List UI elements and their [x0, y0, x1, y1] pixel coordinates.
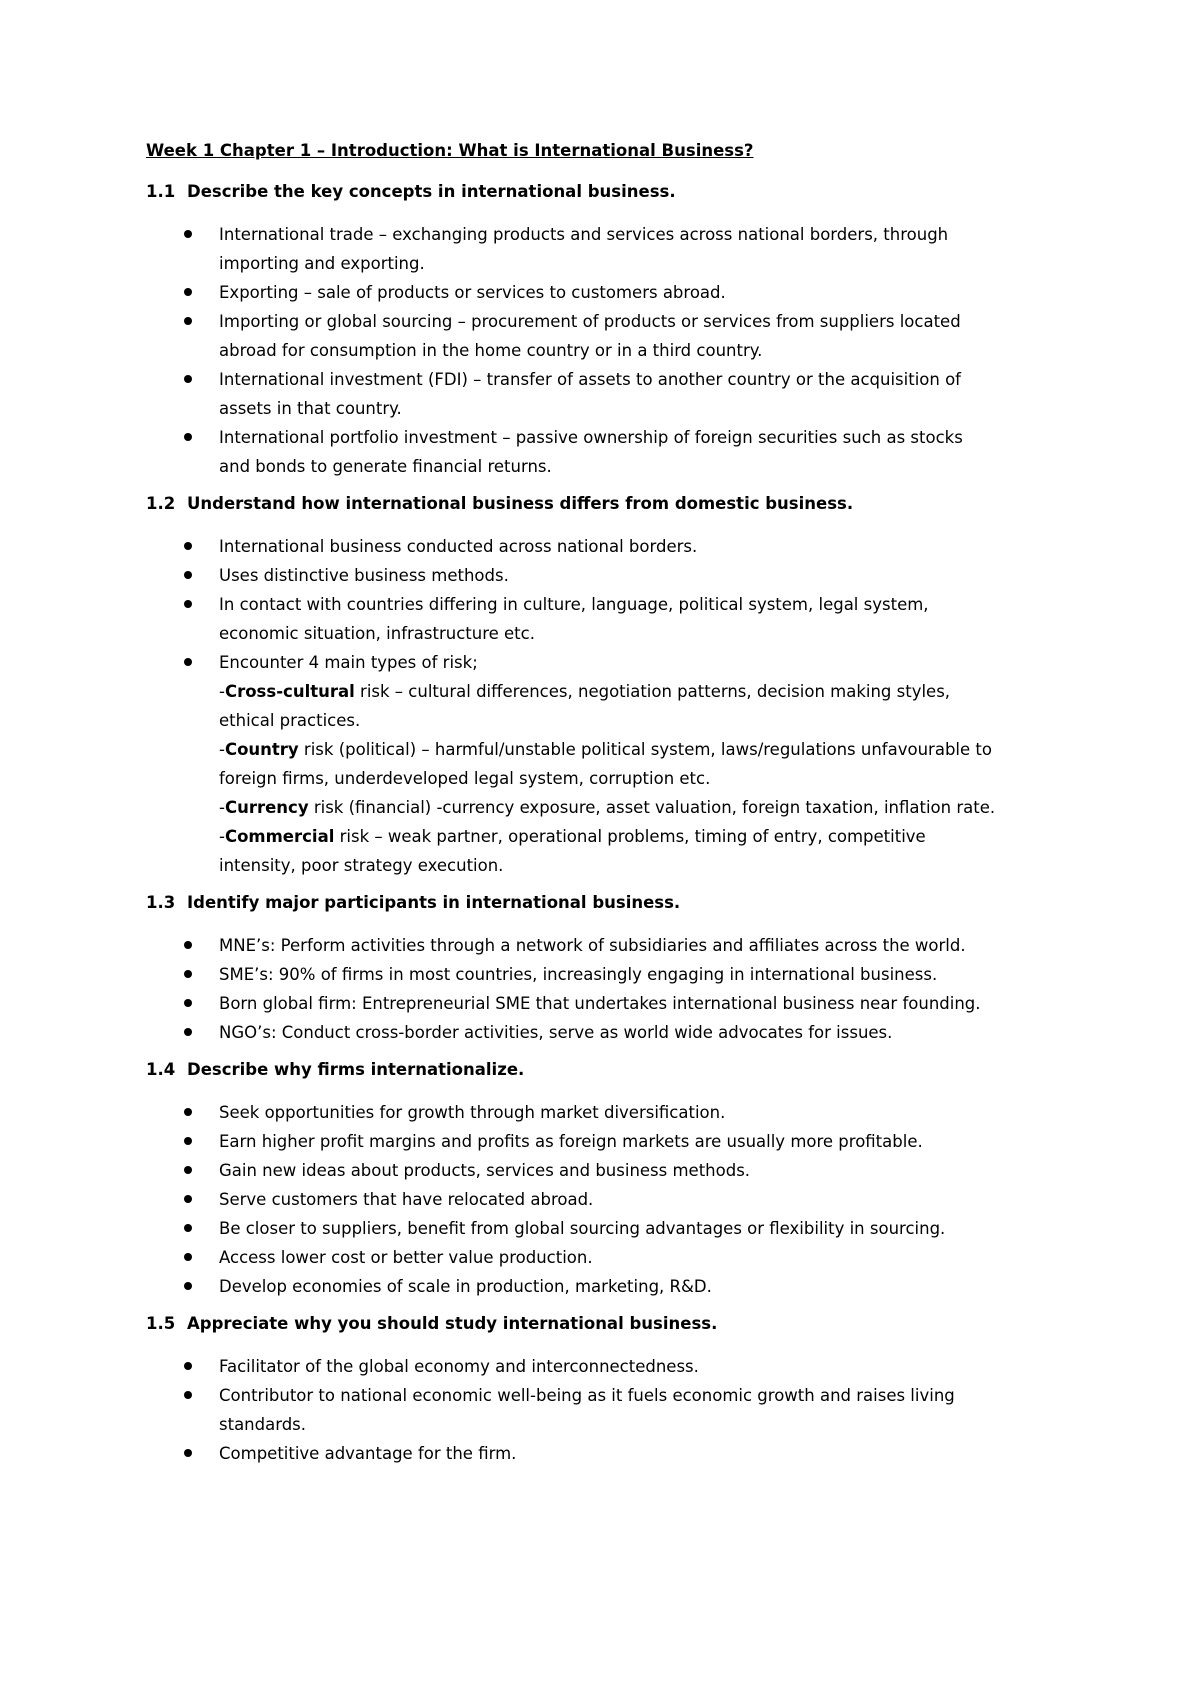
list-item [146, 1098, 1066, 1127]
list-item-line: Encounter 4 main types of risk; [219, 653, 478, 672]
list-item [146, 307, 1066, 365]
list-item-line: Develop economies of scale in production, marketing, R&D. [219, 1277, 712, 1296]
risk-text: risk (political) – harmful/unstable political system, laws/regulations unfavourable to [298, 740, 992, 759]
bullet-list [146, 1352, 1066, 1468]
document-title: Week 1 Chapter 1 – Introduction: What is International Business? [146, 141, 754, 160]
risk-text: risk (financial) -currency exposure, asset valuation, foreign taxation, inflation rate. [308, 798, 996, 817]
risk-type: Cross-cultural [224, 682, 355, 701]
risk-text: risk – weak partner, operational problems, timing of entry, competitive [334, 827, 926, 846]
list-item-line: In contact with countries differing in culture, language, political system, legal system, [219, 595, 929, 614]
section-heading-text: Understand how international business differs from domestic business. [187, 494, 854, 513]
list-item [146, 1272, 1066, 1301]
section-heading [146, 1313, 1066, 1335]
list-item-line: Importing or global sourcing – procurement of products or services from suppliers located [219, 312, 961, 331]
list-item [146, 590, 1066, 648]
list-item-line: Gain new ideas about products, services and business methods. [219, 1161, 751, 1180]
risk-line [219, 793, 1066, 822]
list-item [146, 1127, 1066, 1156]
section-heading [146, 493, 1066, 515]
list-item-line: Be closer to suppliers, benefit from global sourcing advantages or flexibility in sourcing. [219, 1219, 946, 1238]
risk-prefix: - [219, 740, 225, 759]
risk-text: intensity, poor strategy execution. [219, 856, 504, 875]
risk-text: foreign firms, underdeveloped legal system, corruption etc. [219, 769, 711, 788]
list-item [146, 561, 1066, 590]
list-item-line: Exporting – sale of products or services to customers abroad. [219, 283, 726, 302]
bullet-icon [184, 317, 192, 325]
list-item [146, 960, 1066, 989]
list-item [146, 931, 1066, 960]
bullet-icon [184, 1449, 192, 1457]
risk-line [219, 735, 1066, 764]
list-item-line: NGO’s: Conduct cross-border activities, serve as world wide advocates for issues. [219, 1023, 893, 1042]
section-number: 1.2 [146, 494, 176, 513]
bullet-icon [184, 658, 192, 666]
bullet-list [146, 931, 1066, 1047]
list-item-line: MNE’s: Perform activities through a network of subsidiaries and affiliates across the world. [219, 936, 966, 955]
list-item [146, 1214, 1066, 1243]
list-item [146, 423, 1066, 481]
bullet-icon [184, 1391, 192, 1399]
section-number: 1.3 [146, 893, 176, 912]
list-item-line: Earn higher profit margins and profits as foreign markets are usually more profitable. [219, 1132, 923, 1151]
bullet-icon [184, 1282, 192, 1290]
list-item-line: Seek opportunities for growth through market diversification. [219, 1103, 726, 1122]
risk-text: risk – cultural differences, negotiation patterns, decision making styles, [354, 682, 951, 701]
bullet-icon [184, 1253, 192, 1261]
list-item [146, 532, 1066, 561]
section-heading-text: Identify major participants in international business. [187, 893, 681, 912]
list-item [146, 1018, 1066, 1047]
bullet-icon [184, 600, 192, 608]
bullet-list [146, 220, 1066, 481]
bullet-list [146, 532, 1066, 880]
bullet-icon [184, 1028, 192, 1036]
list-item-line: Uses distinctive business methods. [219, 566, 509, 585]
bullet-list [146, 1098, 1066, 1301]
risk-prefix: - [219, 798, 225, 817]
list-item [146, 1439, 1066, 1468]
list-item-line: International trade – exchanging products and services across national borders, through [219, 225, 949, 244]
section-heading-text: Appreciate why you should study international business. [187, 1314, 718, 1333]
list-item [146, 989, 1066, 1018]
list-item-line: abroad for consumption in the home country or in a third country. [219, 341, 763, 360]
list-item-line: Contributor to national economic well-being as it fuels economic growth and raises living [219, 1386, 955, 1405]
list-item-line: economic situation, infrastructure etc. [219, 624, 535, 643]
risk-type: Currency [224, 798, 309, 817]
section-number: 1.4 [146, 1060, 176, 1079]
risk-line [219, 851, 1066, 880]
bullet-icon [184, 571, 192, 579]
bullet-icon [184, 941, 192, 949]
bullet-icon [184, 230, 192, 238]
bullet-icon [184, 542, 192, 550]
risk-type: Commercial [224, 827, 335, 846]
section-heading-text: Describe the key concepts in international business. [187, 182, 676, 201]
risk-line [219, 677, 1066, 706]
bullet-icon [184, 1224, 192, 1232]
bullet-icon [184, 1137, 192, 1145]
list-item-line: International portfolio investment – passive ownership of foreign securities such as stocks [219, 428, 963, 447]
list-item-line: Born global firm: Entrepreneurial SME that undertakes international business near founding. [219, 994, 981, 1013]
list-item [146, 278, 1066, 307]
bullet-icon [184, 1108, 192, 1116]
list-item [146, 1381, 1066, 1439]
document-page [146, 140, 1066, 1480]
bullet-icon [184, 288, 192, 296]
list-item [146, 220, 1066, 278]
list-item-line: SME’s: 90% of firms in most countries, increasingly engaging in international business. [219, 965, 938, 984]
list-item-line: Access lower cost or better value production. [219, 1248, 593, 1267]
bullet-icon [184, 1166, 192, 1174]
section-heading-text: Describe why firms internationalize. [187, 1060, 525, 1079]
section-heading [146, 892, 1066, 914]
bullet-icon [184, 433, 192, 441]
sections-container [146, 181, 1066, 1468]
list-item-line: International investment (FDI) – transfer of assets to another country or the acquisition of [219, 370, 961, 389]
section-heading [146, 1059, 1066, 1081]
bullet-icon [184, 375, 192, 383]
bullet-icon [184, 999, 192, 1007]
risk-type: Country [224, 740, 299, 759]
list-item-line: Serve customers that have relocated abroad. [219, 1190, 594, 1209]
section-heading [146, 181, 1066, 203]
risk-line [219, 706, 1066, 735]
list-item [146, 1185, 1066, 1214]
risk-prefix: - [219, 827, 225, 846]
section-number: 1.5 [146, 1314, 176, 1333]
risk-prefix: - [219, 682, 225, 701]
list-item-line: standards. [219, 1415, 307, 1434]
list-item [146, 1156, 1066, 1185]
bullet-icon [184, 1362, 192, 1370]
risk-line [219, 822, 1066, 851]
list-item-line: Facilitator of the global economy and interconnectedness. [219, 1357, 699, 1376]
list-item-line: Competitive advantage for the firm. [219, 1444, 517, 1463]
list-item [146, 1352, 1066, 1381]
list-item [146, 365, 1066, 423]
section-number: 1.1 [146, 182, 176, 201]
list-item-line: and bonds to generate financial returns. [219, 457, 552, 476]
risk-text: ethical practices. [219, 711, 361, 730]
risk-line [219, 764, 1066, 793]
list-item [146, 1243, 1066, 1272]
list-item [146, 648, 1066, 880]
bullet-icon [184, 970, 192, 978]
list-item-line: assets in that country. [219, 399, 402, 418]
list-item-line: importing and exporting. [219, 254, 425, 273]
bullet-icon [184, 1195, 192, 1203]
list-item-line: International business conducted across national borders. [219, 537, 698, 556]
